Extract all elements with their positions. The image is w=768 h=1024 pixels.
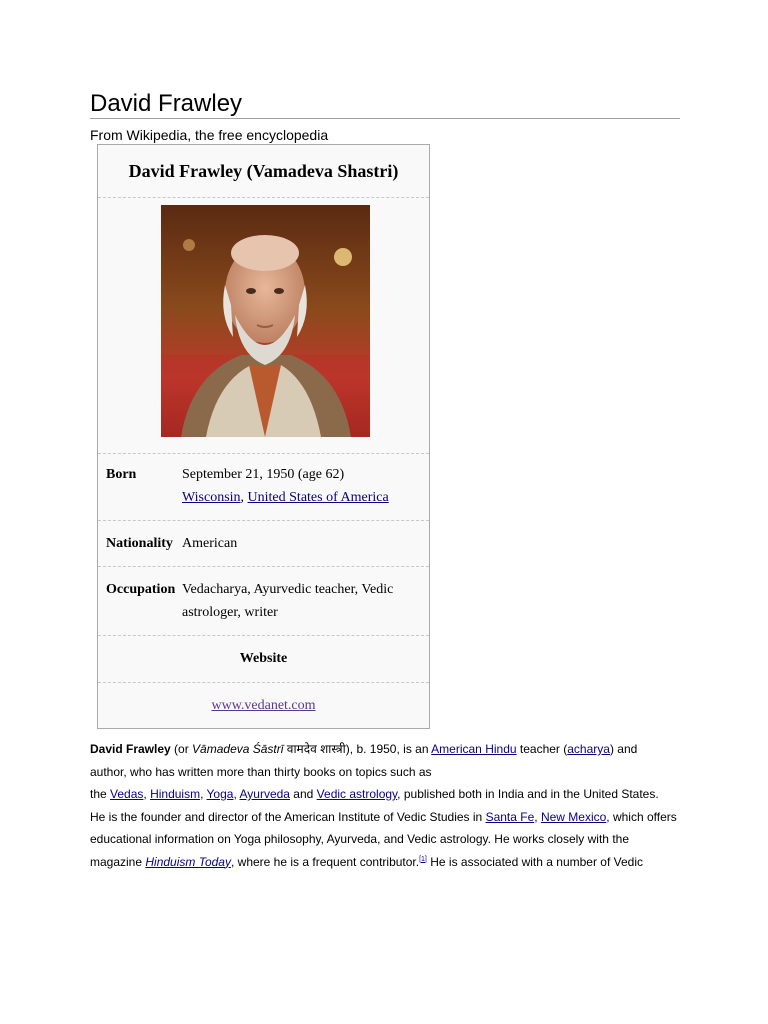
nationality-value: American xyxy=(182,536,238,551)
body-line xyxy=(90,806,690,829)
link-vedic-astrology[interactable]: Vedic astrology xyxy=(316,787,398,801)
body-text: the xyxy=(90,787,111,801)
infobox-divider xyxy=(98,635,429,636)
body-line xyxy=(90,851,690,874)
website-label: Website xyxy=(239,651,288,666)
body-text: , xyxy=(233,787,240,801)
link-ayurveda[interactable]: Ayurveda xyxy=(239,787,290,801)
body-text: He is associated with a number of Vedic xyxy=(426,854,644,869)
body-text: , xyxy=(534,809,541,824)
link-hinduism-today[interactable]: Hinduism Today xyxy=(145,854,231,869)
body-text: He is the founder and director of the American Institute of Vedic Studies in xyxy=(90,809,486,824)
infobox-divider xyxy=(98,453,429,454)
body-line xyxy=(90,783,690,806)
reference-link[interactable]: [1] xyxy=(419,855,427,863)
link-vedas[interactable]: Vedas xyxy=(110,787,144,801)
devanagari-name: वामदेव शास्त्री xyxy=(283,742,346,756)
body-text: , xyxy=(200,787,207,801)
body-text: magazine xyxy=(90,854,146,869)
body-text: ), b. 1950, is an xyxy=(345,742,432,756)
body-text: , where he is a frequent contributor. xyxy=(230,854,420,869)
link-santa-fe[interactable]: Santa Fe xyxy=(485,809,535,824)
occupation-value: Vedacharya, Ayurvedic teacher, Vedic astrologer, writer xyxy=(182,582,394,620)
born-label: Born xyxy=(106,467,137,482)
body-text: and xyxy=(289,787,317,801)
body-text: teacher ( xyxy=(516,742,568,756)
body-line: educational information on Yoga philosophy, Ayurveda, and Vedic astrology. He works closely with the xyxy=(90,832,629,846)
occupation-label: Occupation xyxy=(106,582,176,597)
link-wisconsin[interactable]: Wisconsin xyxy=(182,490,241,505)
body-text: ) and xyxy=(609,742,638,756)
infobox xyxy=(97,144,430,729)
page-title: David Frawley xyxy=(90,90,243,117)
born-date: September 21, 1950 (age 62) xyxy=(182,467,345,482)
infobox-divider xyxy=(98,520,429,521)
website-link[interactable]: www.vedanet.com xyxy=(211,698,316,713)
portrait-illustration xyxy=(161,205,370,437)
link-united-states-of-america[interactable]: United States of America xyxy=(247,490,389,505)
born-value xyxy=(182,463,422,509)
body-line xyxy=(90,738,690,761)
link-yoga[interactable]: Yoga xyxy=(206,787,234,801)
body-text: , published both in India and in the United States. xyxy=(397,787,659,801)
title-divider xyxy=(90,118,680,119)
article-body xyxy=(90,738,690,873)
body-text: , which offers xyxy=(606,809,677,824)
link-hinduism[interactable]: Hinduism xyxy=(150,787,201,801)
link-acharya[interactable]: acharya xyxy=(567,742,610,756)
body-line: author, who has written more than thirty books on topics such as xyxy=(90,764,432,779)
born-place xyxy=(182,486,422,509)
infobox-divider xyxy=(98,682,429,683)
link-american-hindu[interactable]: American Hindu xyxy=(431,742,517,756)
link-new-mexico[interactable]: New Mexico xyxy=(540,809,607,824)
portrait-photo[interactable] xyxy=(161,205,370,437)
infobox-caption: David Frawley (Vamadeva Shastri) xyxy=(128,161,399,181)
subject-name: David Frawley xyxy=(90,742,171,756)
body-text: (or xyxy=(170,742,193,756)
sanskrit-name: Vāmadeva Śāstrī xyxy=(192,742,284,756)
infobox-divider xyxy=(98,197,429,198)
infobox-divider xyxy=(98,566,429,567)
body-text: , xyxy=(143,787,151,801)
page-tagline: From Wikipedia, the free encyclopedia xyxy=(90,127,329,143)
nationality-label: Nationality xyxy=(106,536,173,551)
born-place-separator: , xyxy=(240,490,248,505)
